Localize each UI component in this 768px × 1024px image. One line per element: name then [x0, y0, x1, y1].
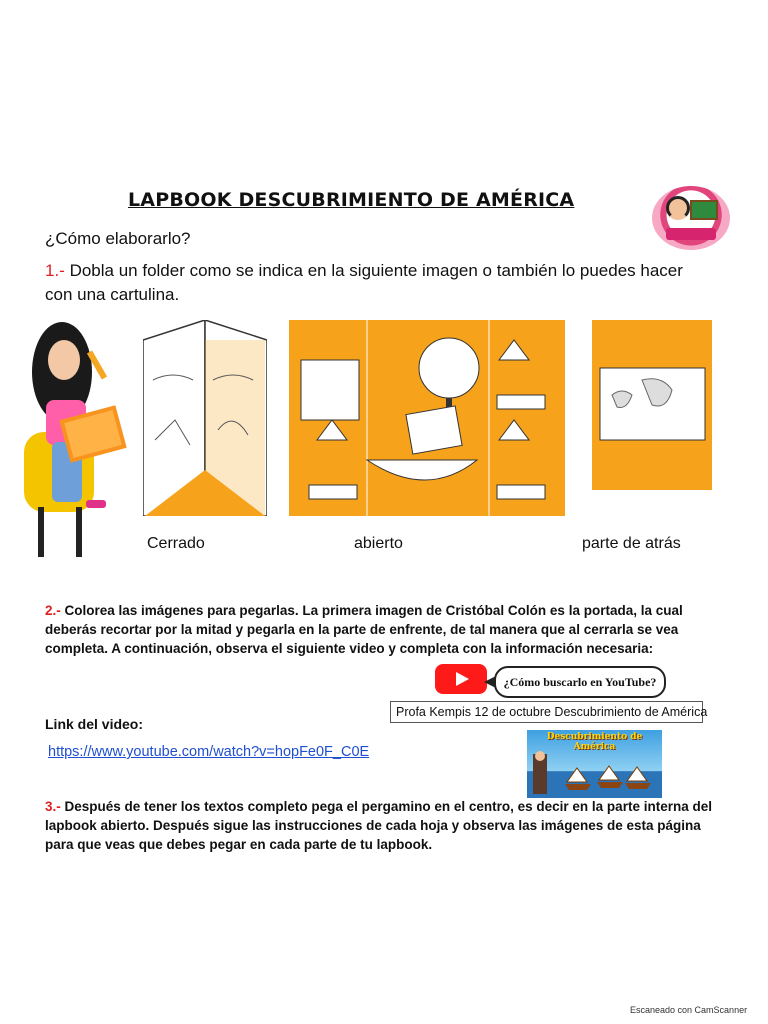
- teacher-reading-illustration: [24, 312, 134, 562]
- page-title: LAPBOOK DESCUBRIMIENTO DE AMÉRICA: [128, 189, 575, 211]
- back-label: parte de atrás: [582, 535, 681, 552]
- video-thumbnail[interactable]: [527, 730, 662, 798]
- step-2: [45, 601, 715, 658]
- step-3: [45, 797, 715, 854]
- logo-ribbon: [666, 228, 716, 240]
- step-1-text: Dobla un folder como se indica en la siguiente imagen o también lo puedes hacer con una cartulina.: [45, 261, 683, 304]
- youtube-search-bubble: ¿Cómo buscarlo en YouTube?: [494, 666, 666, 698]
- step-3-number: 3.-: [45, 799, 61, 814]
- step-1-number: 1.-: [45, 261, 65, 280]
- scanner-footer: Escaneado con CamScanner: [630, 1005, 748, 1015]
- step-2-number: 2.-: [45, 603, 61, 618]
- teacher-logo: [652, 186, 730, 250]
- teacher-face-icon: [666, 196, 690, 220]
- lapbook-back-image: [592, 320, 712, 490]
- youtube-play-icon: [435, 664, 487, 694]
- closed-label: Cerrado: [147, 535, 205, 552]
- question-heading: ¿Cómo elaborarlo?: [45, 229, 191, 248]
- step-3-text: Después de tener los textos completo pega el pergamino en el centro, es decir en la parte interna del lapbook abierto. Después sigue las instrucciones de cada hoja y observa las imágenes de esta página para que veas que debes pegar en cada parte de tu lapbook.: [45, 799, 712, 852]
- lapbook-open-image: [289, 320, 565, 516]
- step-2-text: Colorea las imágenes para pegarlas. La primera imagen de Cristóbal Colón es la portada, la cual deberás recortar por la mitad y pegarla en la parte de enfrente, de tal manera que al cerrarla se vea completa. A continuación, observa el siguiente video y completa con la información necesaria:: [45, 603, 683, 656]
- lapbook-closed-image: [143, 320, 267, 516]
- video-link[interactable]: https://www.youtube.com/watch?v=hopFe0F_C0E: [48, 744, 370, 760]
- link-label: Link del video:: [45, 716, 144, 732]
- step-1: [45, 259, 705, 307]
- open-label: abierto: [354, 535, 403, 552]
- ships-icon: [527, 750, 662, 798]
- chalkboard-icon: [690, 200, 718, 220]
- video-title-box: Profa Kempis 12 de octubre Descubrimiento de América: [390, 701, 703, 723]
- thumbnail-title: Descubrimiento de América: [546, 732, 643, 752]
